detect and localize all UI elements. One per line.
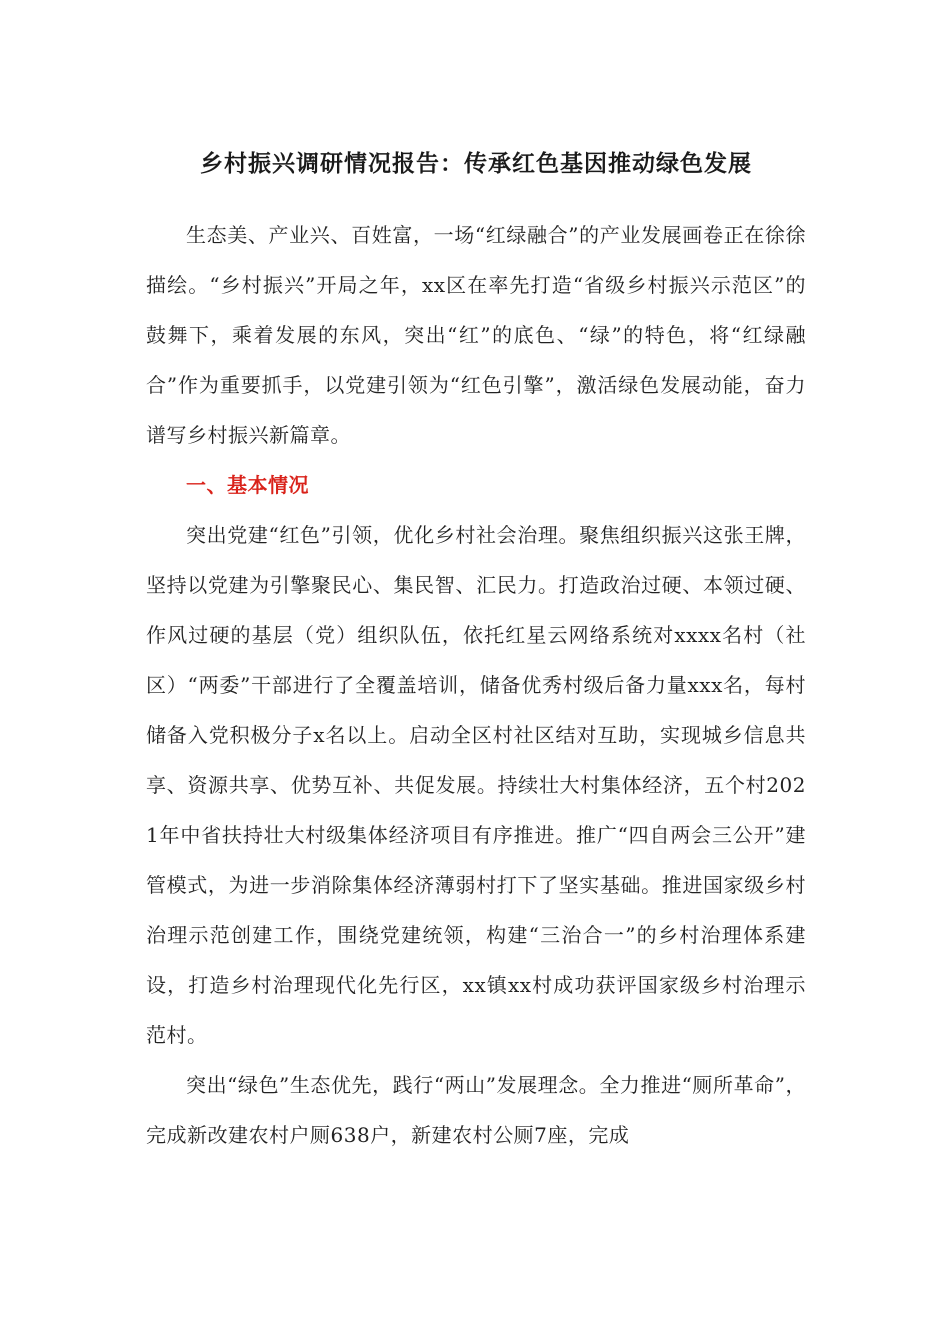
body-paragraph-green-ecology: 突出“绿色”生态优先，践行“两山”发展理念。全力推进“厕所革命”，完成新改建农村户厕638户，新建农村公厕7座，完成 <box>146 1073 806 1147</box>
intro-paragraph: 生态美、产业兴、百姓富，一场“红绿融合”的产业发展画卷正在徐徐描绘。“乡村振兴”开局之年，xx区在率先打造“省级乡村振兴示范区”的鼓舞下，乘着发展的东风，突出“红”的底色、“绿”的特色，将“红绿融合”作为重要抓手，以党建引领为“红色引擎”，激活绿色发展动能，奋力谱写乡村振兴新篇章。 <box>146 223 806 447</box>
document-page <box>146 140 806 1160</box>
section-heading-basic-situation: 一、基本情况 <box>186 473 309 497</box>
document-title: 乡村振兴调研情况报告：传承红色基因推动绿色发展 <box>200 150 752 177</box>
body-paragraph-red-leadership: 突出党建“红色”引领，优化乡村社会治理。聚焦组织振兴这张王牌，坚持以党建为引擎聚民心、集民智、汇民力。打造政治过硬、本领过硬、作风过硬的基层（党）组织队伍，依托红星云网络系统对xxxx名村（社区）“两委”干部进行了全覆盖培训，储备优秀村级后备力量xxx名，每村储备入党积极分子x名以上。启动全区村社区结对互助，实现城乡信息共享、资源共享、优势互补、共促发展。持续壮大村集体经济，五个村2021年中省扶持壮大村级集体经济项目有序推进。推广“四自两会三公开”建管模式，为进一步消除集体经济薄弱村打下了坚实基础。推进国家级乡村治理示范创建工作，围绕党建统领，构建“三治合一”的乡村治理体系建设，打造乡村治理现代化先行区，xx镇xx村成功获评国家级乡村治理示范村。 <box>146 523 806 1047</box>
